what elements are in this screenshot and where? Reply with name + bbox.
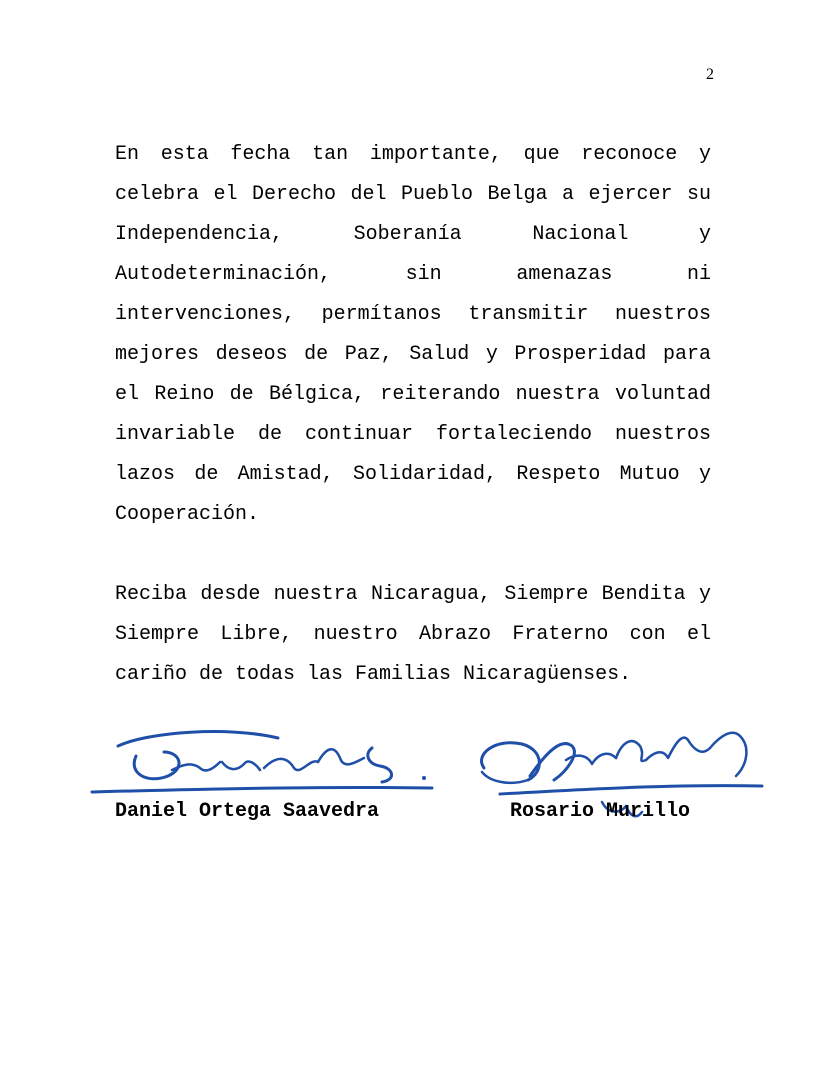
paragraph-spacer (115, 535, 711, 575)
signature-left-icon (88, 718, 440, 808)
page-number: 2 (706, 66, 714, 83)
signatory-name-left: Daniel Ortega Saavedra (115, 800, 380, 823)
signatory-name-right: Rosario Murillo (510, 800, 691, 823)
paragraph-closing: Reciba desde nuestra Nicaragua, Siempre Bendita y Siempre Libre, nuestro Abrazo Fraterno con el cariño de todas las Familias Nicaragüenses. (115, 583, 711, 686)
letter-body (115, 135, 711, 695)
paragraph-greeting: En esta fecha tan importante, que reconoce y celebra el Derecho del Pueblo Belga a ejercer su Independencia, Soberanía Nacional y Autodeterminación, sin amenazas ni intervenciones, permítanos transmitir nuestros mejores deseos de Paz, Salud y Prosperidad para el Reino de Bélgica, reiterando nuestra voluntad invariable de continuar fortaleciendo nuestros lazos de Amistad, Solidaridad, Respeto Mutuo y Cooperación. (115, 143, 711, 526)
